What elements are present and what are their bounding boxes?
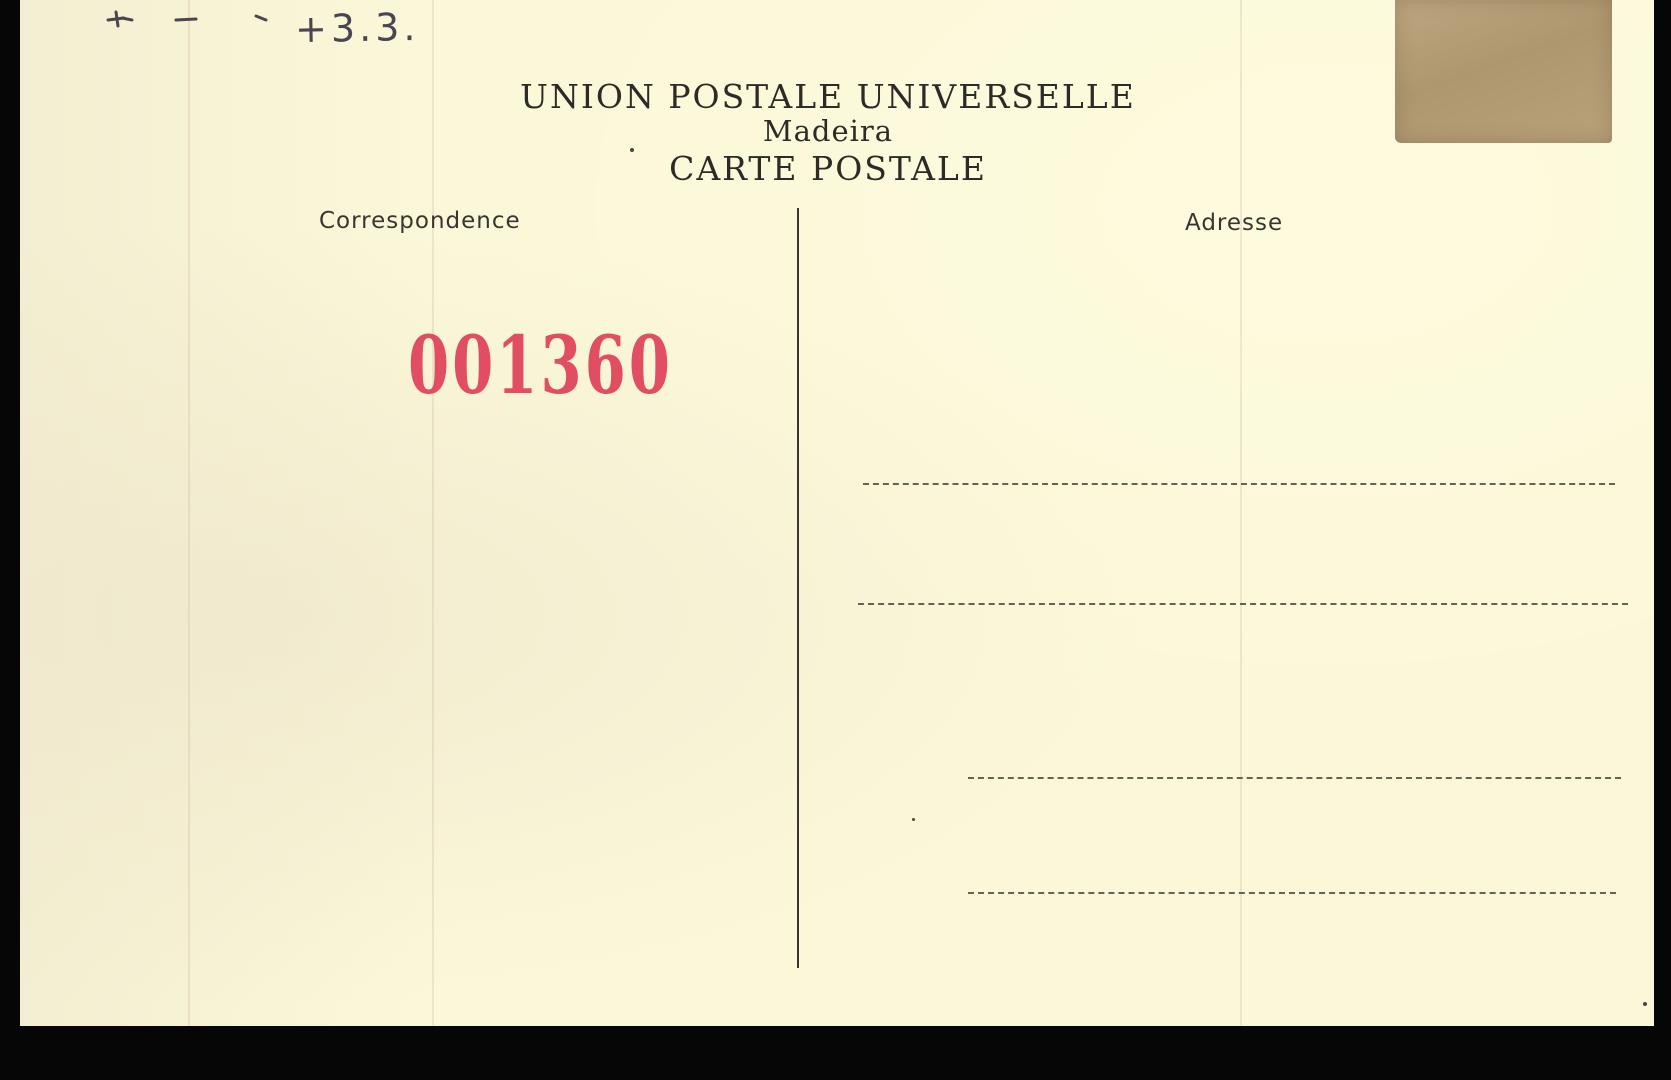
serial-number-stamp: 001360 [408,318,673,412]
address-line [968,777,1621,779]
paper-crease [432,0,434,1026]
header-location: Madeira [762,114,894,148]
correspondence-label: Correspondence [319,208,521,234]
paper-crease [1240,0,1242,1026]
address-label: Adresse [1185,210,1284,236]
pencil-scribble [106,6,276,28]
address-line [858,603,1628,605]
ink-speck [630,148,634,152]
header-union-postale: UNION POSTALE UNIVERSELLE [520,77,1136,116]
stamp-stain [1395,0,1612,143]
ink-speck [912,818,915,821]
address-line [968,892,1616,894]
paper-crease [188,0,190,1026]
handwritten-note: +3.3. [294,4,420,52]
address-line [863,483,1615,485]
ink-speck [1643,1002,1647,1006]
center-divider [797,208,799,968]
postcard-back [20,0,1654,1026]
header-carte-postale: CARTE POSTALE [669,149,987,188]
